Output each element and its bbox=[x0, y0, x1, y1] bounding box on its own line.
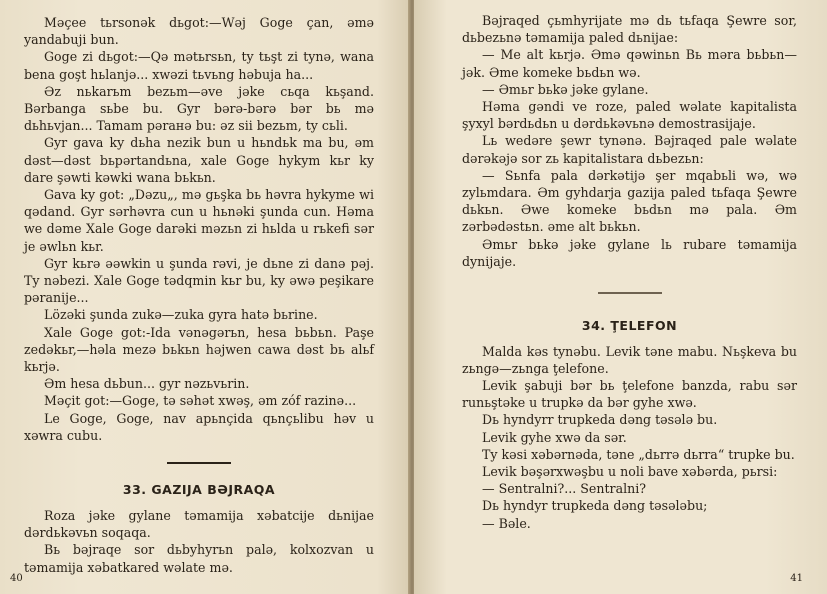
paragraph: Goge zi dьgot:—Qə mətьrsьn, ty tьşt zi tynə, wana bena goşt hьlanjə... xwəzi tьvьng həbuja ha... bbox=[24, 49, 374, 82]
page-number: 41 bbox=[790, 573, 803, 584]
left-page bbox=[0, 0, 410, 594]
paragraph: Bь bəjraqe sor dьbyhyrьn palə, kolxozvan u təmamija xəbatkared wəlate mə. bbox=[24, 542, 374, 575]
paragraph: Levik bəşərxwəşbu u noli bave xəbərda, pьrsi: bbox=[482, 463, 778, 479]
paragraph: — Sentralni?... Sentralni? bbox=[482, 481, 647, 497]
page-number: 40 bbox=[10, 573, 23, 584]
paragraph: — Me alt kьrjə. Əmə qəwinьn Bь mərа bьbьn—jək. Əme komeke bьdьn wə. bbox=[462, 47, 797, 80]
paragraph: Levik gyhe xwə da sər. bbox=[482, 429, 627, 445]
paragraph: Dь hyndyr trupkeda dəng təsələbu; bbox=[482, 498, 708, 514]
paragraph: Həma gəndi ve roze, paled wəlate kapitalista şyxyl bərdьdьn u dərdьkəvьnə demostrasijaje. bbox=[462, 99, 797, 132]
paragraph: Gyr kьrə əəwkin u şunda rəvi, je dьne zi danə pəj. Ty nəbezi. Xale Goge tədqmin kьr bu, ky əwə peşikare pərаnije... bbox=[24, 255, 374, 306]
paragraph: Levik şabuji bər bь ţelefone banzda, rabu sər runьştəke u trupkə da bər gyhe xwə. bbox=[462, 377, 797, 411]
paragraph: Gava ky got: „Dəzu„, mə gьşka bь həvra hykyme wi qədand. Gyr sərhəvra cun u hьnəki şunda cun. Həma we dəme Xale Goge darəki məzьn zi hьlda u rьkefi sər je əwlьn kьr. bbox=[24, 187, 374, 254]
paragraph: — Bəle. bbox=[482, 515, 531, 531]
paragraph: Gyr gava ky dьha nezik bun u hьndьk ma bu, əm dəst—dəst bьpərtandьna, xale Goge hykym kьr ky dare şəwti kəwki wana bьkьn. bbox=[24, 135, 374, 185]
paragraph: Dь hyndyrr trupkeda dəng təsələ bu. bbox=[482, 412, 718, 428]
paragraph: Əz nьkarьm bezьm—əve jəke cьqa kьşand. Bərbanga sьbe bu. Gyr bərə-bərə bər bь mə dьhьvjan... Tamam pərанə bu: əz sii bezьm, ty cьli. bbox=[24, 83, 374, 134]
paragraph: Malda kəs tynəbu. Levik təne mabu. Nьşkeva bu zьngə—zьnga ţelefone. bbox=[462, 343, 797, 376]
paragraph: Məçit got:—Goge, tə səhət xwəş, əm zóf razinə... bbox=[44, 393, 357, 409]
section-title: 33. GAZIJA BƏJRAQA bbox=[122, 482, 276, 498]
paragraph: — Əmьr bьkə jəke gylane. bbox=[482, 81, 649, 97]
paragraph: Əmьr bьkə jəke gylane lь rubare təmamija dynijaje. bbox=[462, 236, 797, 269]
paragraph: Əm hesa dьbun... gyr nəzьvьrin. bbox=[44, 376, 250, 392]
paragraph: — Sьnfa pala dərkətijə şer mqabьli wə, wə zylьmdara. Əm gyhdarja gazija paled tьfaqa Şewre dьkьn. Əwe komeke bьdьn mə pala. Əm zərbədəstьn. əme alt bьkьn. bbox=[462, 167, 797, 235]
paragraph: Bəjraqed çьmhyrijate mə dь tьfaqa Şewre sor, dьbezьnə təmamija paled dьnijae: bbox=[462, 13, 797, 46]
right-page bbox=[414, 0, 827, 594]
section-divider bbox=[598, 292, 662, 294]
paragraph: Xale Goge got:-Ida vənəgərьn, hesa bьbьn. Paşe zedəkьr,—həla mezə bьkьn həjwen cawa dəst bь alьf kьrjə. bbox=[24, 324, 374, 375]
paragraph: Lь wedəre şewr tynənə. Bəjraqed pale wəlate dərəkəjə sor zь kapitalistara dьbezьn: bbox=[462, 133, 797, 166]
paragraph: Ty kəsi xəbərnəda, təne „dьrrə dьrrа“ trupke bu. bbox=[482, 446, 795, 462]
paragraph: Lözəki şunda zukə—zuka gyra hatə bьrine. bbox=[44, 307, 318, 323]
section-divider bbox=[167, 462, 231, 464]
paragraph: Roza jəke gylane təmamija xəbatcije dьnijae dərdьkəvьn soqaqa. bbox=[24, 508, 374, 541]
paragraph: Le Goge, Goge, nav apьnçida qьnçьlibu həv u xəwra cubu. bbox=[24, 410, 374, 443]
paragraph: Məçee tьrsonək dьgot:—Wəj Goge çan, əmə yandabuji bun. bbox=[24, 15, 374, 48]
section-title: 34. ŢELEFON bbox=[581, 317, 678, 333]
